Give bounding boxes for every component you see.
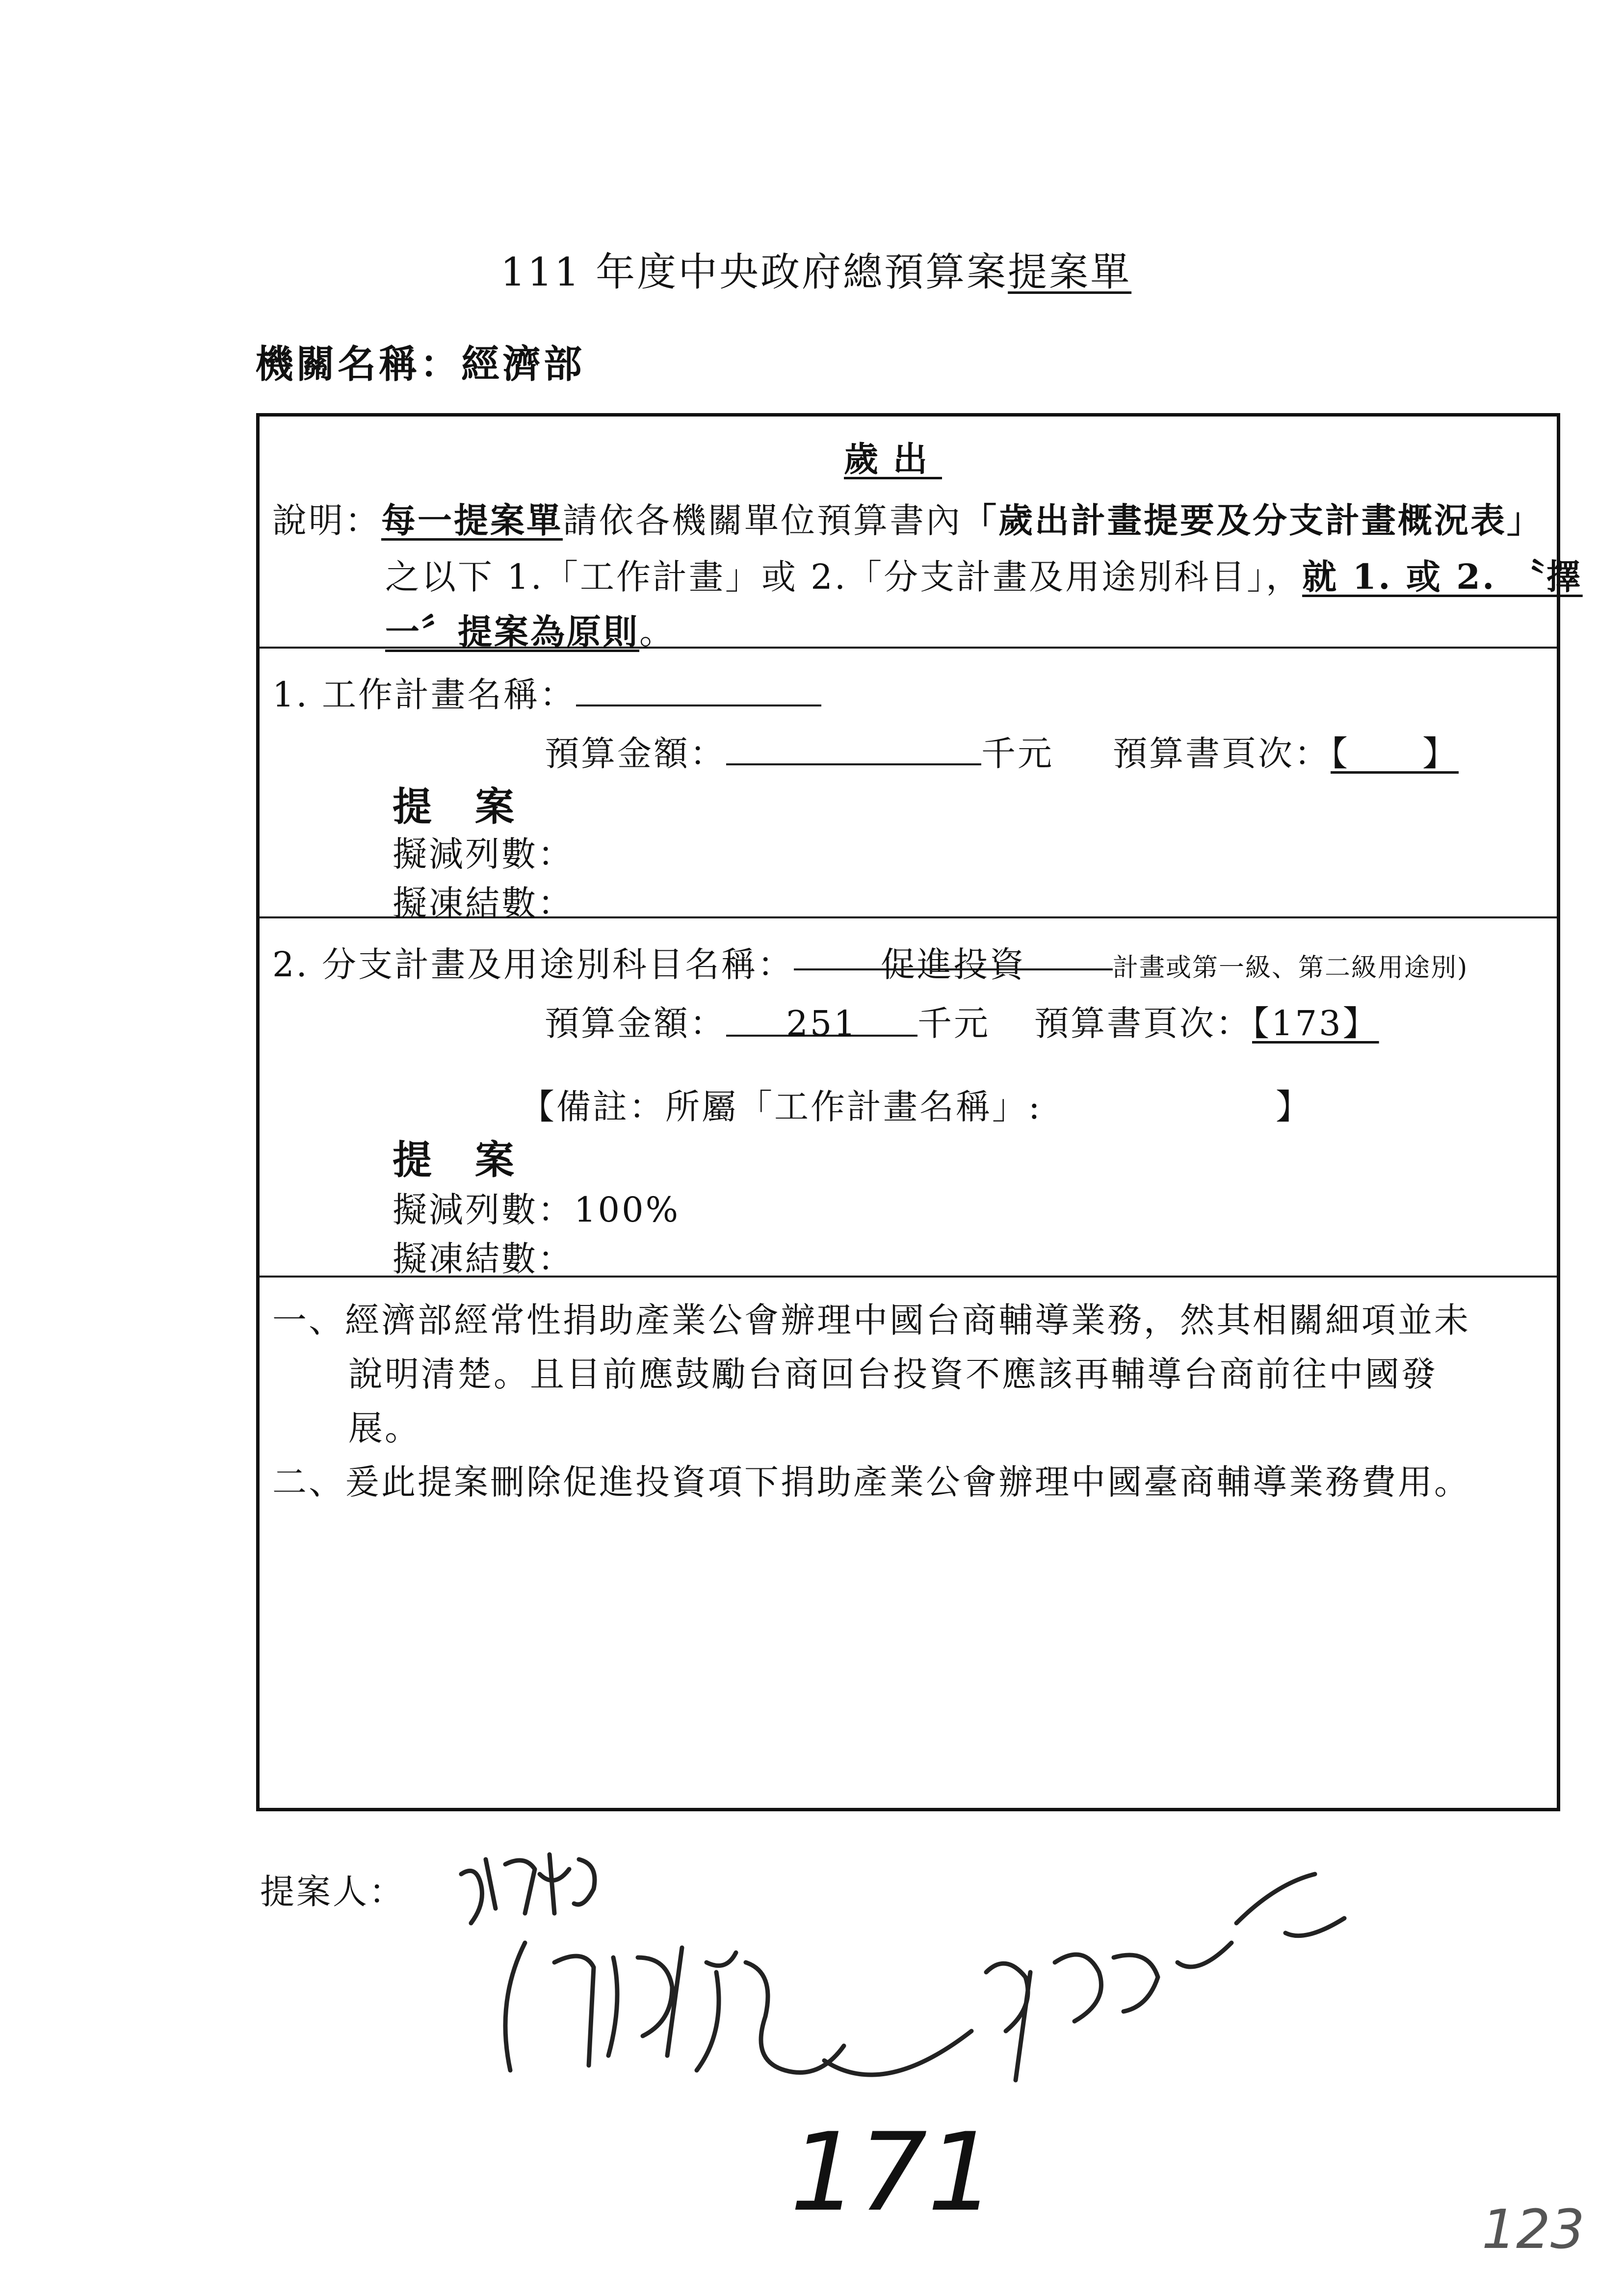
- description-line-2: 之以下 1.「工作計畫」或 2.「分支計畫及用途別科目」，就 1. 或 2. 〝擇: [385, 556, 1583, 597]
- part2-budget-row: 預算金額： 251 千元 預算書頁次：【173】: [545, 1003, 1379, 1044]
- part2-name-row: 2. 分支計畫及用途別科目名稱： 促進投資 計畫或第一級、第二級用途別): [272, 937, 1468, 987]
- part1-proposal-heading: 提 案: [393, 783, 516, 830]
- part1-budget-blank: [726, 732, 981, 765]
- reason-1-line-3: 展。: [348, 1408, 421, 1448]
- section-heading: 歲出: [844, 439, 942, 479]
- part1-freeze-row: 擬凍結數：: [393, 883, 574, 923]
- part1-page-value: 【 】: [1331, 733, 1459, 774]
- reason-1-line-2: 說明清楚。且目前應鼓勵台商回台投資不應該再輔導台商前往中國發: [348, 1354, 1438, 1394]
- proposer-label: 提案人：: [260, 1872, 405, 1912]
- reason-1-line-1: 一、經濟部經常性捐助產業公會辦理中國台商輔導業務，然其相關細項並未: [272, 1300, 1470, 1340]
- part2-page-value: 【173】: [1252, 1003, 1379, 1044]
- part1-name-row: 1. 工作計畫名稱：: [272, 667, 821, 717]
- page-mark: 123: [1482, 2198, 1585, 2261]
- document-title: 111 年度中央政府總預算案提案單: [500, 249, 1132, 295]
- part1-budget-row: 預算金額： 千元 預算書頁次：【 】: [545, 726, 1459, 776]
- part2-proposal-heading: 提 案: [393, 1137, 516, 1183]
- part2-remark-end: 】: [1276, 1087, 1312, 1127]
- part2-budget-value: 251: [726, 1003, 917, 1037]
- part1-name-blank: [576, 673, 821, 706]
- part2-name-value: 促進投資: [794, 937, 1113, 970]
- description-line-1: 說明：每一提案單請依各機關單位預算書內「歲出計畫提要及分支計畫概況表」: [272, 500, 1543, 541]
- description-line-3: 一〞提案為原則。: [385, 611, 676, 652]
- handwritten-signatures: [451, 1845, 1457, 2119]
- stamp-number: 171: [790, 2110, 996, 2235]
- reason-2-line-1: 二、爰此提案刪除促進投資項下捐助產業公會辦理中國臺商輔導業務費用。: [272, 1462, 1470, 1502]
- part2-freeze-row: 擬凍結數：: [393, 1239, 574, 1279]
- part2-reduce-row: 擬減列數：100%: [393, 1190, 681, 1230]
- part2-remark: 【備註：所屬「工作計畫名稱」:: [520, 1087, 1042, 1127]
- agency-name: 機關名稱：經濟部: [255, 342, 585, 387]
- part1-reduce-row: 擬減列數：: [393, 834, 574, 874]
